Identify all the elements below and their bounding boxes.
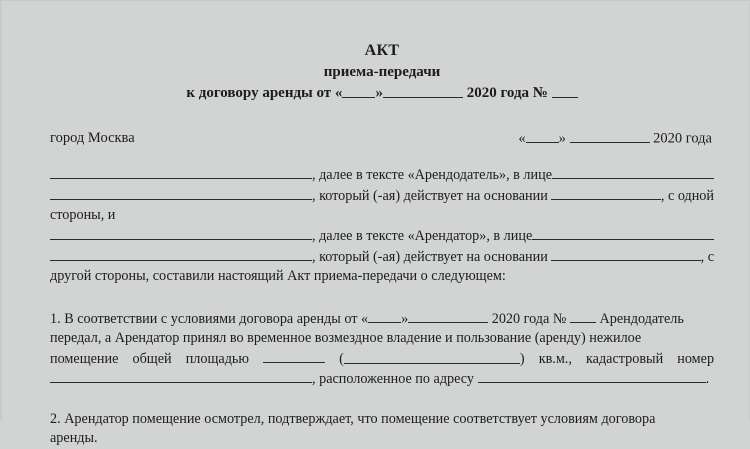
signing-date: [518, 129, 712, 147]
tenant-representative-name-blank[interactable]: [50, 247, 312, 261]
clause-1-area-words-group: ( ): [339, 350, 525, 367]
tenant-representative-blank[interactable]: [532, 226, 714, 240]
clause-1-text-h: площадью: [185, 350, 249, 367]
signing-month-blank[interactable]: [570, 129, 650, 143]
clause-2: [50, 410, 714, 449]
sides-continuation-line: стороны, и: [50, 207, 116, 224]
clause-1-text-m: .: [705, 371, 710, 388]
date-close-quote: »: [558, 130, 566, 147]
clause-1-line-4: [50, 369, 714, 390]
date-open-quote: «: [518, 130, 526, 147]
tenant-name-blank[interactable]: [50, 226, 312, 240]
clause-1-text-d: Арендодатель: [599, 310, 684, 327]
document-title: АКТ: [364, 42, 400, 59]
clause-1-day-blank[interactable]: [368, 309, 401, 323]
clause-1-cadastral-number-blank[interactable]: [50, 369, 312, 383]
signing-year: 2020 года: [653, 130, 712, 147]
landlord-name-line: [50, 165, 714, 186]
contract-day-blank[interactable]: [342, 83, 375, 98]
clause-1-text-g: общей: [132, 350, 172, 367]
city-date-row: [50, 129, 714, 147]
clause-1-text-c: 2020 года №: [491, 310, 567, 327]
contract-reference-quote: »: [375, 85, 383, 101]
tenant-other-side-tail: , с: [700, 248, 714, 265]
contract-reference-year: 2020 года №: [466, 85, 548, 101]
tenant-acts-phrase: , который (-ая) действует на основании: [312, 248, 548, 265]
contract-reference-prefix: к договору аренды от «: [186, 85, 343, 101]
document-contract-reference: [50, 83, 714, 103]
clause-1-area-digits-blank[interactable]: [263, 349, 325, 363]
document-title-block: [50, 41, 714, 103]
landlord-one-side-tail: , с одной: [660, 187, 714, 204]
tenant-basis-blank[interactable]: [551, 247, 700, 261]
clause-1-text-k: номер: [677, 350, 715, 367]
parties-closing-line: другой стороны, составили настоящий Акт приема-передачи о следующем:: [50, 268, 506, 285]
landlord-representative-blank[interactable]: [552, 165, 714, 179]
landlord-representative-name-blank[interactable]: [50, 186, 312, 200]
document-subtitle: приема-передачи: [323, 64, 441, 80]
landlord-name-blank[interactable]: [50, 165, 312, 179]
clause-1-text-j: кадастровый: [585, 350, 664, 367]
clause-2-text: Арендатор помещение осмотрел, подтверждает, что помещение соответствует условиям договора: [64, 410, 656, 427]
clause-1-text-b: »: [401, 310, 409, 327]
clause-1-address-blank[interactable]: [478, 369, 706, 383]
landlord-basis-blank[interactable]: [551, 186, 661, 200]
clause-1-line-2: передал, а Арендатор принял во временное возмездное владение и пользование (аренду) нежилое: [50, 330, 642, 347]
landlord-acts-phrase: , который (-ая) действует на основании: [312, 187, 548, 204]
contract-month-blank[interactable]: [383, 83, 463, 98]
city-label: город Москва: [50, 130, 135, 147]
clause-1-text-l: , расположенное по адресу: [312, 371, 475, 388]
tenant-phrase: , далее в тексте «Арендатор», в лице: [312, 228, 533, 245]
clause-1-number: 1.: [50, 310, 61, 327]
landlord-phrase: , далее в тексте «Арендодатель», в лице: [312, 167, 552, 184]
clause-1-text-a: В соответствии с условиями договора аренды от «: [64, 310, 369, 327]
tenant-basis-line: [50, 247, 714, 268]
clause-2-line-1: [50, 410, 714, 430]
clause-1-text-i: кв.м.,: [538, 350, 572, 367]
clause-1: [50, 309, 714, 390]
document-body: [50, 41, 714, 449]
signing-day-blank[interactable]: [526, 129, 559, 143]
clause-1-contract-number-blank[interactable]: [570, 309, 596, 323]
clause-1-line-1: [50, 309, 714, 330]
clause-1-month-blank[interactable]: [408, 309, 488, 323]
landlord-basis-line: [50, 186, 714, 207]
clause-1-text-f: помещение: [50, 350, 119, 367]
contract-number-blank[interactable]: [552, 83, 578, 98]
clause-2-line-2: аренды.: [50, 430, 98, 447]
tenant-name-line: [50, 226, 714, 247]
parties-section: [50, 165, 714, 286]
clause-1-line-3: [50, 349, 714, 370]
clause-2-number: 2.: [50, 410, 61, 427]
clause-1-area-words-blank[interactable]: [344, 350, 520, 364]
